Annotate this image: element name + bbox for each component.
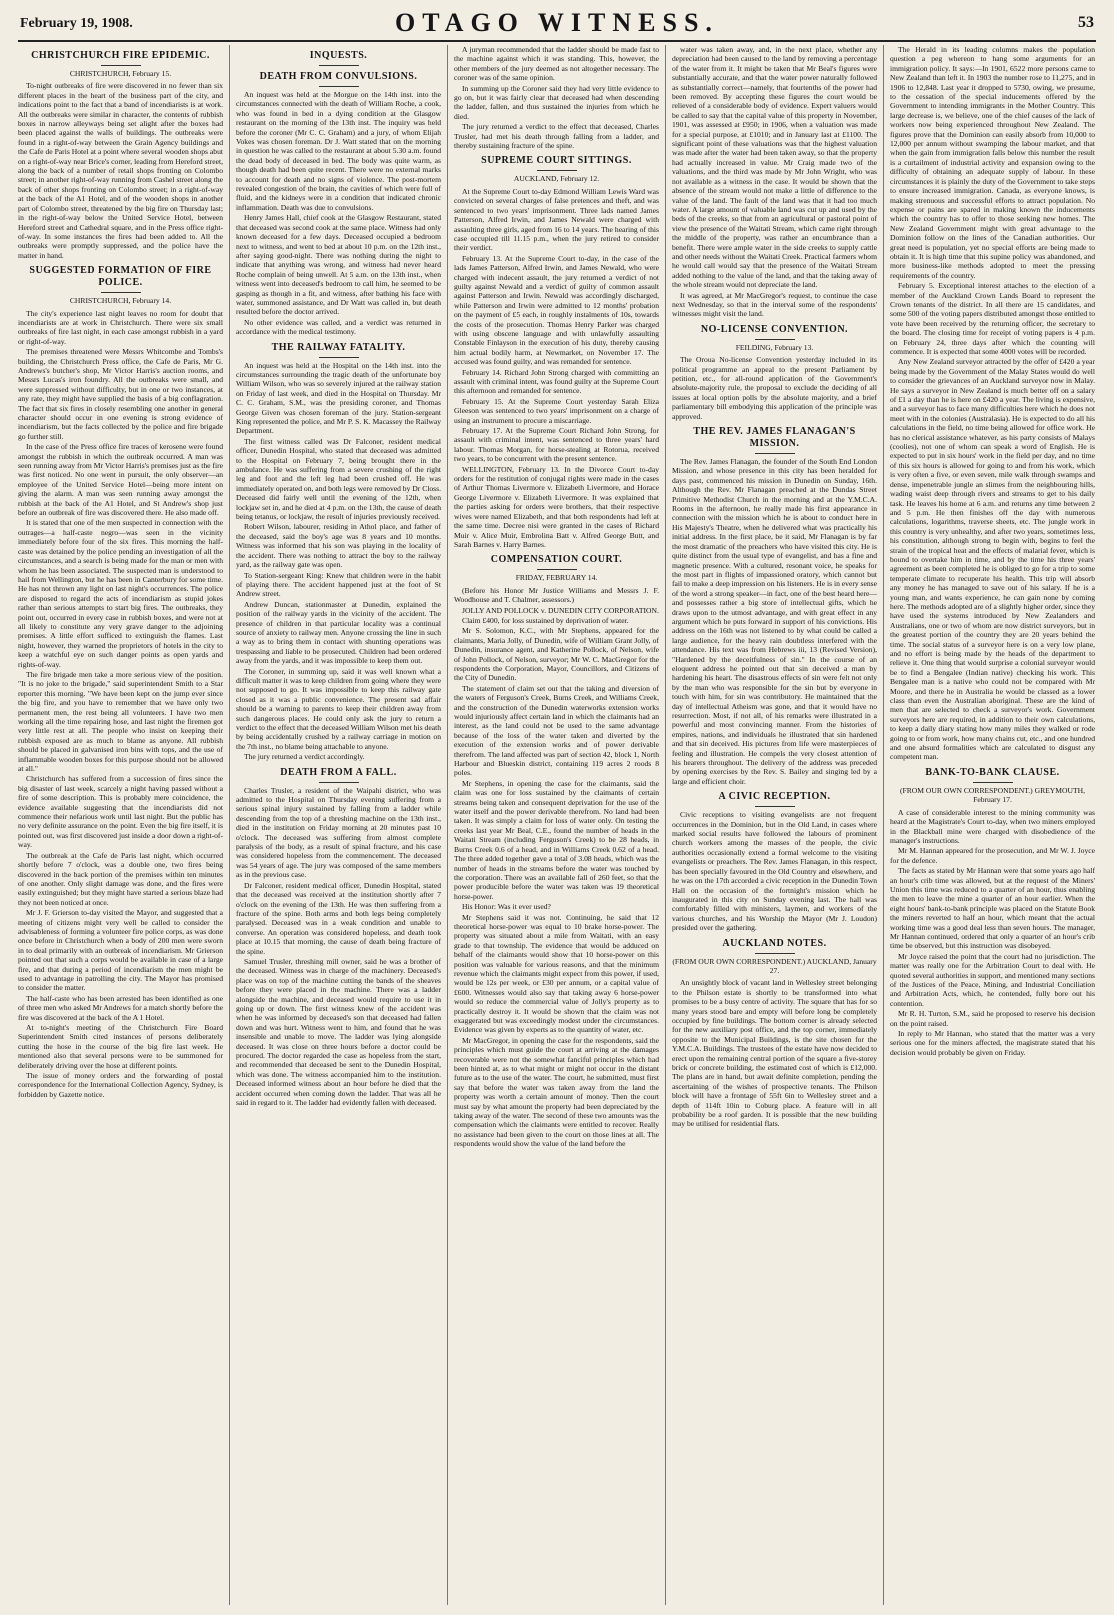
paragraph: The fire brigade men take a more serious view of the position. "It is no joke to the brigade," said superintendent Smith to a Star reporter this morning. "We have been kept on the jump ever since the big fire, and you have to remember that we have only two permanent men, the rest being all volunteers. I have two men working all the time repairing hose, and last night the firemen got very little rest at all. The people who insist on keeping their rubbish exposed are as much to blame as anyone. All rubbish should be placed in galvanised iron bins with tops, and the use of inflammable wooden boxes for this purpose should not be allowed at all." — [18, 669, 223, 774]
column-separator — [665, 45, 666, 1605]
article — [18, 265, 223, 1099]
issue-date: February 19, 1908. — [20, 16, 133, 31]
article — [890, 45, 1095, 762]
paragraph: Mr Stephens, in opening the case for the claimants, said the claim was one for loss sustained by the claimants of certain streams being taken and consequent deprivation for the use of the water itself and the power derivable therefrom. No land had been taken. It was simply a claim for loss of water only. On testing the creeks last year Mr Beal, C.E., found the number of heads in the Waitati Stream (including Ferguson's Creek) to be 28 heads, in Burns Creek 0.6 of a head, and in Williams Creek 0.62 of a head. The three added together gave a total of 3.08 heads, which was the number of heads in the streams before the water was touched by the corporation. There was an available fall of 260 feet, so that the power producible before the water was taken was 19 theoretical horse-power. — [454, 778, 659, 901]
paragraph: To-night outbreaks of fire were discovered in no fewer than six different places in the heart of the business part of the city, and indications point to the fact that a band of incendiarists is at work. All the outbreaks were similar in character, the contents of rubbish boxes in narrow alleyways being set alight after the boxes had been placed against the walls of buildings. The outbreaks were found in a right-of-way between the Grain Agency buildings and the Cafe de Paris Hotel at a point where several wooden shops abut on a right-of-way near Brice's corner, leading from Hereford street, along the back of a number of retail shops fronting on Colombo street; in another right-of-way running from Cashel street along the back of other shops fronting on Colombo street; in a right-of-way at the back of the A1 Hotel, and of the wooden shops in another part of Colombo street, threatened by the big fire on Thursday last; in the right-of-way below the United Service Hotel, between Hereford street and Cathedral square, and in the Press office right-of-way. In some instances the fires had been added to. All the outbreaks were promptly suppressed, and the police have the matter in hand. — [18, 81, 223, 260]
paragraph: Mr S. Solomon, K.C., with Mr Stephens, appeared for the claimants, Maria Jolly, of Dunedin, wife of William Grant Jolly, of Dunedin, insurance agent, and Katherine Pollock, of Nelson, wife of John Pollock, of Nelson, surveyor; Mr W. C. MacGregor for the respondents the Corporation, Mayor, Councillors, and Citizens of the City of Dunedin. — [454, 626, 659, 683]
headline-rule — [319, 357, 359, 358]
paragraph: In summing up the Coroner said they had very little evidence to go on, but it was fairly clear that deceased had when descending the ladder, fallen, and thus sustained the injuries from which he died. — [454, 83, 659, 121]
column-1 — [18, 45, 223, 1605]
headline-rule — [319, 782, 359, 783]
article — [672, 426, 877, 786]
article-headline: THE REV. JAMES FLANAGAN'S MISSION. — [693, 426, 856, 450]
article-headline: BANK-TO-BANK CLAUSE. — [925, 766, 1060, 778]
column-3 — [454, 45, 659, 1605]
masthead — [20, 8, 1094, 38]
article-headline: CHRISTCHURCH FIRE EPIDEMIC. — [31, 50, 210, 61]
paragraph: The city's experience last night leaves no room for doubt that incendiarists are at work in Christchurch. There were six small outbreaks of fire last night, in each case amongst rubbish in a yard or right-of-way. — [18, 308, 223, 346]
paragraph: Dr Falconer, resident medical officer, Dunedin Hospital, stated that the deceased was received at the institution shortly after 7 o'clock on the evening of the 13th. He was then suffering from a fracture of the spine. Both arms and both legs being completely paralysed. Deceased was in a weak condition and unable to converse. An operation was considered hopeless, and death took place at 10.15 that morning, the cause of death being fracture of the spine. — [236, 880, 441, 956]
article — [236, 342, 441, 762]
article-headline: DEATH FROM A FALL. — [280, 766, 397, 778]
article — [672, 324, 877, 421]
article-headline: DEATH FROM CONVULSIONS. — [259, 71, 418, 82]
article-headline: COMPENSATION COURT. — [490, 554, 623, 566]
paragraph: The outbreak at the Cafe de Paris last night, which occurred shortly before 7 o'clock, was a double one, two fires being discovered in the back portion of the premises within ten minutes of one another. Only slight damage was done, and the fires were easily extinguished; but they might have started a serious blaze had they not been noticed at once. — [18, 850, 223, 907]
paragraph: The Coroner, in summing up, said it was well known what a difficult matter it was to keep children from going where they were not supposed to go. It was impossible to keep this railway gate closed as it was a public convenience. The present sad affair should be a warning to parents to keep their children away from such dangerous places. He could only ask the jury to return a verdict to the effect that the deceased William Wilson met his death by being accidentally crushed by a railway carriage in motion on the 7th inst., no blame being attachable to anyone. — [236, 666, 441, 751]
paragraph: The statement of claim set out that the taking and diversion of the waters of Ferguson's Creek, Burns Creek, and Williams Creek, and the construction of the Dunedin waterworks extension works would injuriously affect certain land in which the claimants had an interest, as the land could not be used to the same advantage because of the loss of the water taken and diverted by the execution of the extension works and of power derivable therefrom. The land affected was part of section 42, block 1, North Harbour and Blueskin district, containing 119 acres 2 roods 8 poles. — [454, 683, 659, 778]
paragraph: The issue of money orders and the forwarding of postal correspondence for the International Collection Agency, Sydney, is forbidden by Gazette notice. — [18, 1071, 223, 1099]
paragraph: Samuel Trusler, threshing mill owner, said he was a brother of the deceased. Witness was in charge of the machinery. Deceased's place was on top of the machine cutting the bands of the sheaves before they were placed in the machine. There was a ladder alongside the machine, and deceased would require to use it in going up or down. The first witness knew of the accident was when he was informed by deceased's son that deceased had fallen down and was hurt. Witness went to him, and found that he was insensible and unable to move. The ladder was lying alongside deceased. It was close on three hours before a doctor could be procured. The doctor regarded the case as hopeless from the start, and recommended that deceased be sent to the Dunedin Hospital, which was done. The witness accompanied him to the institution. Deceased informed witness about an hour before he died that the accident occurred when coming down the ladder. That was all he said in regard to it. The ladder had evidently fallen with deceased. — [236, 956, 441, 1108]
headline-rule — [755, 953, 795, 954]
paragraph: Andrew Duncan, stationmaster at Dunedin, explained the position of the railway yards in the vicinity of the accident. The presence of children in that particular locality was a continual source of anxiety to railway men. Anyone crossing the line in such a way as to bring them in contact with shunting operations was trespassing and liable to be prosecuted. Children had been ordered away from the yards, and it was impossible to keep them out. — [236, 599, 441, 666]
paragraph: water was taken away, and, in the next place, whether any depreciation had been caused to the land by removing a percentage of the water from it. It might be taken that Mr Beal's figures were substantially accurate, and that the water power naturally followed as substantially correct—namely, that fourtenths of the power had been removed. By accepting these figures the court would be relieved of a considerable body of evidence. Expert valuers would be called to say that the capital value of this property in November, 1901, was assessed at £950; in 1906, when a valuation was made for a special purpose, at £1010; and in January last at £1100. The significant point of these valuations was that the highest valuation was made after the water had been taken away, so that the property had actually increased in value. Mr Craig made two of the valuations, and the third was made by Mr John Wright, who was not available as a witness in the case. It would be shown that the absence of the stream would not make a little of difference to the value of the land. The fault of the land was that it had too much water. A large amount of valuable land was cut up and used by the beds of the creeks, so that from an agricultural or pastoral point of view the presence of the Waitati Stream, which came right through the middle of the property, was rather an encumbrance than a benefit. There were ample water in the side creeks to supply cattle and other needs without the Waitati Creek. Practical farmers whom he would call would say that the presence of the Waitati Stream added nothing to the value of the land, and that the taking away of the whole stream would not depreciate the land. — [672, 45, 877, 290]
paragraph: The premises threatened were Messrs Whitcombe and Tombs's building, the Christchurch Press office, the Cafe de Paris, Mr G. Andrews's butcher's shop, Mr Victor Harris's auction rooms, and Messrs Lucas's iron foundry. All the outbreaks were small, and were suppressed without difficulty, but in one or two instances, at any rate, they might have supplied the basis of a big conflagration. The fact that six fires in closely resembling one another in general character should occur in one evening is strong evidence of incendiarism, but the facts collected by the police and fire brigade go further still. — [18, 347, 223, 441]
column-2 — [236, 45, 441, 1605]
paragraph: At the Supreme Court to-day Edmond William Lewis Ward was convicted on several charges of false pretences and theft, and was sentenced to two years' imprisonment. Three lads named James Patterson, Alfred Irwin, and James Newald were charged with assaulting three girls, aged from 16 to 14 years. The hearing of this case occupied till 11.15 p.m., when the jury retired to consider their verdict. — [454, 186, 659, 253]
paragraph: Claim £400, for loss sustained by deprivation of water. — [462, 615, 629, 625]
article — [672, 938, 877, 1129]
article — [454, 155, 659, 549]
paragraph: A case of considerable interest to the mining community was heard at the Magistrate's Court to-day, when two miners employed in the Blackball mine were charged with disobedience of the manager's instructions. — [890, 807, 1095, 845]
dateline: FEILDING, February 13. — [735, 342, 814, 352]
paragraph: The Rev. James Flanagan, the founder of the South End London Mission, and whose presence in this city has been heralded for days past, commenced his mission in Dunedin on Sunday, 16th. Although the Rev. Mr Flanagan preached at the Dundas Street Primitive Methodist Church in the morning and at the Y.M.C.A. Rooms in the afternoon, he really made his first appearance in connection with the mission which he is about to conduct here in His Majesty's Theatre, when he delivered what was practically his initial address. In the first place, be it said, Mr Flanagan is by far the most dramatic of the preachers who have visited this city. He is quite distinct from the usual type of evangelist, and has a fine and magnetic presence. With a cultured, resonant voice, he speaks for the most part in flights of impassioned oratory, which cannot but fail to make a deep impression on his listeners. He is in every sense of the word a strong speaker—in fact, one of the best heard here—and possesses rather a big store of intellectual gifts, which he draws upon to the utmost advantage, and with great effect in any argument which he puts forward in support of his convictions. His address on the 16th was not listened to by what could be called a large audience, for the heavy rain doubtless interfered with the attendance. His text was from Hebrews iii, 13 (Revised Version), "Hardened by the deceitfulness of sin." In the course of an eloquent address he pointed out that sin deceived a man by hardening his heart. The disastrous effects of sin were felt not only by the man who was responsible for the sin but by everyone in touch with him, for sin was contributory. He maintained that the day of intellectual Atheism was gone, and that it would have no resurrection. Most, if not all, of his remarks were illustrated in a powerful and most convincing manner. From the histories of empires, nations, and individuals he illustrated that sin hardened and that sin deceived. His pictures from life were masterpieces of feeling and illustration. He compels the very closest attention of his hearers throughout. The delivery of the address was preceded by opening exercises by the Rev. S. Bailey and singing led by a large and efficient choir. — [672, 457, 877, 786]
headline-rule — [101, 292, 141, 293]
column-separator — [883, 45, 884, 1605]
paragraph: In reply to Mr Hannan, who stated that the matter was a very serious one for the miners affected, the magistrate stated that his decision would probably be given on Friday. — [890, 1029, 1095, 1057]
paragraph: An inquest was held at the Hospital on the 14th inst. into the circumstances surrounding the tragic death of the unfortunate boy William Wilson, who was so severely injured at the railway station on Friday of last week, and died in the Hospital on Thursday. Mr C. C. Graham, S.M., was the presiding coroner, and Thomas George Given was chosen foreman of the jury. Station-sergeant King represented the police, and Mr P. S. K. Macassey the Railway Department. — [236, 360, 441, 436]
paragraph: February 14. Richard John Strong charged with committing an assault with criminal intent, was found guilty at the Supreme Court this afternoon and remanded for sentence. — [454, 367, 659, 396]
headline-rule — [755, 453, 795, 454]
paragraph: February 17. At the Supreme Court Richard John Strong, for assault with criminal intent, was sentenced to three years' hard labour. Thomas Morgan, for horse-stealing at Rotorua, received two years, to be concurrent with the present sentence. — [454, 426, 659, 464]
column-separator — [229, 45, 230, 1605]
paragraph: At to-night's meeting of the Christchurch Fire Board Superintendent Smith cited instances of persons deliberately cutting the hose in the course of the big fire last week. He mentioned also that several persons were to be summoned for deliberately driving over the hose at different points. — [18, 1023, 223, 1070]
dateline: (FROM OUR OWN CORRESPONDENT.) AUCKLAND, January 27. — [672, 956, 877, 975]
article — [18, 50, 223, 260]
paragraph: The Herald in its leading columns makes the population question a peg whereon to hang some arguments for an immigration policy. It says:—In 1901, 6522 more persons came to New Zealand than left it. In 1903 the number rose to 11,275, and in 1906 to 12,848. Last year it dropped to 5730, owing, we presume, to the cessation of the special inducements offered by the Government to intending immigrants in the Mother Country. This large decrease is, we believe, one of the chief causes of the lack of workers now being experienced throughout New Zealand. The figures prove that the Dominion can easily absorb from 10,000 to 12,000 per annum without swamping the labour market, and that when the gain from immigration falls below this number the result is a curtailment of industrial activity and expansion owing to the difficulty of obtaining an adequate supply of labour. In these circumstances it is plainly the duty of the Government to take steps to ensure increased immigration. Canada, as everyone knows, is making strenuous and successful efforts to attract population. No expense or pains are spared in making known the inducements which the country has to offer to those seeking new homes. The New Zealand Government might with great advantage to the Dominion follow on the lines of the Canadian authorities. Our great need is population, yet no special efforts are being made to obtain it. It is high time that this supine policy was abandoned, and more business-like methods adopted to meet the pressing requirements of the country. — [890, 45, 1095, 280]
headline-rule — [755, 339, 795, 340]
article — [236, 71, 441, 337]
paragraph: A juryman recommended that the ladder should be made fast to the machine against which it was standing. This, however, the other members of the jury deemed as not altogether necessary. The coroner was of the same opinion. — [454, 45, 659, 83]
column-4 — [672, 45, 877, 1605]
paragraph: To Station-sergeant King: Knew that children were in the habit of playing there. The accident happened just at the foot of St Andrew street. — [236, 570, 441, 599]
paragraph: February 15. At the Supreme Court yesterday Sarah Eliza Gleeson was sentenced to two years' imprisonment on a charge of using an instrument to procure a miscarriage. — [454, 396, 659, 425]
newspaper-title: OTAGO WITNESS. — [395, 8, 719, 37]
article — [454, 554, 659, 1148]
paragraph: Any New Zealand surveyor attracted by the offer of £420 a year being made by the Government of the Malay States would do well to consider the grievances of an Auckland surveyor now in Malay. He says a surveyor in New Zealand is much better off on a salary of £1 a day than he is here on £420 a year. The living is expensive, and a surveyor has to face many difficulties here which he does not meet with in the colonies (Australasia). He is expected to do all his calculations in the field, no time being allowed for office work. He has no clerical assistance whatever, as his party consists of Malays (coolies), not one of whom can speak a word of English. He is expected to put in six hours' work in the field per day, and no time of this six hours is allowed for going to and from his work, which is very often a five, or even seven, mile walk through swamps and dense, impenetrable jungle an slimes from the neighbouring hills, wading waist deep through rivers and streams to get to his daily task. He leaves his home at 6 a.m. and returns any time between 2 and 5 p.m. He then finishes off the day with numerous calculations, logarithms, traverse sheets, etc. The jungle work in this country is very unhealthy, and after two years, sometimes less, his constitution, although strong to begin with, begins to feel the strain of the tropical heat and the effects of malarial fever, which is bound to overtake him in time, and by the time his three years' agreement as been completed he is obliged to go for a trip to some temperate climate to recuperate his health. This trip will absorb any money he has managed to save out of his salary. If he is a young man, and wants experience, he can gain none by coming here. The methods adopted are of a slightly higher order, since they have used the systems introduced by New Zealanders and Australians, one or two of whom are now district surveyors, but in the greatest portion of the country they are 20 years behind the time. The social status of a surveyor here is on a very low plane, and no effort is being made by the heads of the department to relieve it. One thing that would surprise a colonial surveyor would be to find a Bengalee (Indian native) checking his work. This Bengalee man is a native who could not be compared with Mr Moore, and there he in Australia he would be classed as a lower class than even the Australian aboriginal. These are the kind of men that are selected to check a surveyor's work. Government surveyors here are required, in addition to their own calculations, to keep a daily diary stating how many miles they walked or rode going to or from work, how many chains cut, etc., and one hundred and one absurd formalities which are calculated to disgust any competent man. — [890, 357, 1095, 762]
dateline: (FROM OUR OWN CORRESPONDENT.) GREYMOUTH, February 17. — [899, 785, 1086, 805]
headline-rule — [319, 86, 359, 87]
dateline: FRIDAY, FEBRUARY 14. — [515, 573, 598, 583]
paragraph: Mr Stephens said it was not. Continuing, he said that 12 theoretical horse-power was equal to 10 brake horse-power. The property was situated about a mile from Waitati, with an easy grade to that township. The evidence that would be adduced on behalf of the claimants would show that 10 horse-power on this position was valuable for various reasons, and that the minimum revenue which the claimants might expect from this power, if used, would be 12s per week, or £30 per annum, or a capital value of £600. Witnesses would also say that taking away 6 horse-power would so reduce the commercial value of Jolly's property as to practically destroy it. It would be shown that the claim was not exaggerated but was exceedingly modest under the circumstances. Evidence was given by experts as to the quantity of water, etc. — [454, 912, 659, 1035]
paragraph: It was agreed, at Mr MacGregor's request, to continue the case next Wednesday, so that in the interval some of the respondents' witnesses might visit the land. — [672, 290, 877, 319]
headline-rule — [101, 65, 141, 66]
article — [236, 50, 441, 66]
headline-rule — [973, 782, 1013, 783]
paragraph: Mr MacGregor, in opening the case for the respondents, said the principles which must guide the court at arriving at the damages recoverable were not the somewhat fanciful principles which had been hinted at, as to what might or might not occur in the distant future as to the use of the water. The court, he submitted, must first say that before the water was taken away from the land the property was worth a certain amount of money. Then the court must say by what amount the property had been depreciated by the taking away of the water. The second of these two amounts was the compensation which the claimants were entitled to recover. Really no assistance had been given to the court on those lines at all. The respondents would show the value of the land before the — [454, 1035, 659, 1149]
paragraph: WELLINGTON, February 13. In the Divorce Court to-day orders for the restitution of conjugal rights were made in the cases of Arthur Thomas Livermore v. Elizabeth Livermore, and Horace George Livermore v. Elizabeth Livermore. It was explained that the parties asking for orders were brothers, that their respective wives were named Elizabeth, and that both respondents had left at the same time. Decree nisi were granted in the cases of Richard Muir v. Alice Muir, Embrolina Batt v. Alfred George Butt, and Sarah Barnes v. Harry Barnes. — [454, 464, 659, 549]
article-headline: NO-LICENSE CONVENTION. — [700, 323, 849, 335]
headline-rule — [537, 170, 577, 171]
paragraph: Mr R. H. Turton, S.M., said he proposed to reserve his decision on the point raised. — [890, 1009, 1095, 1028]
paragraph: In the case of the Press office fire traces of kerosene were found amongst the rubbish in which the outbreak occurred. A man was seen running away from Mr Victor Harris's premises just as the fire was first noticed. No one went in pursuit, the only observer—an employee of the United Service Hotel—being more intent on giving the alarm. A man was seen running away amongst the rubbish at the back of the A1 Hotel, and St Andrew's shop just before an outbreak of fire was discovered there. He also made off. — [18, 442, 223, 518]
paragraph: Civic receptions to visiting evangelists are not frequent occurrences in the Dominion, but in the Old Land, in cases where marked social results have followed the labours of prominent church workers among the masses of the people, the civic authorities occasionally extend a formal welcome to the visiting evangelists or preachers. The Rev. James Flanagan, in this respect, has been specially favoured in the Old Country and elsewhere, and he was on the 17th accorded a civic reception in the Dunedin Town Hall on the occasion of the fortnight's mission which he inaugurated in this city on Sunday evening last. The hall was comfortably filled with ministers, laymen, and workers of the various churches, and his Worship the Mayor (Mr J. Loudon) presided over the gathering. — [672, 810, 877, 933]
dateline: CHRISTCHURCH, February 15. — [69, 69, 172, 78]
column-5 — [890, 45, 1095, 1605]
paragraph: Charles Trusler, a resident of the Waipahi district, who was admitted to the Hospital on Thursday evening suffering from a serious spinal injury sustained by falling from a ladder while descending from the top of a threshing machine on the 13th inst., died in the institution on Friday morning at 20 minutes past 10 o'clock. The deceased was suffering from almost complete paralysis of the body, as a result of spinal fracture, and his case was considered hopeless from the commencement. The deceased was 54 years of age. The jury was composed of the same members as in the previous case. — [236, 785, 441, 880]
paragraph: An unsightly block of vacant land in Wellesley street belonging to the Philson estate is shortly to be transformed into what promises to be a busy centre of activity. The square that has for so many years stood bare and empty will before long be completely occupied by fine buildings. The bottom corner is already selected for the new auxiliary post office, and the top corner, immediately opposite to the Municipal Buildings, is the site chosen for the Y.M.C.A. Buildings. The trustees of the estate have now decided to erect upon the remaining central portion of the square a five-storey brick or concrete building, the estimated cost of which is £12,000. The plans are in hand, but await definite completion, pending the ascertaining of the wishes of prospective tenants. The Philson block will have a frontage of 55ft 6in to Wellesley street and a depth of 114ft 10in to Coburg place. A feature will in all probability be a roof garden. It is possible that the new building may be utilised for residential flats. — [672, 978, 877, 1129]
article — [672, 791, 877, 932]
paragraph: Mr M. Hannan appeared for the prosecution, and Mr W. J. Joyce for the defence. — [890, 846, 1095, 865]
paragraph: His Honor: Was it ever used? — [462, 902, 551, 912]
paragraph: It is stated that one of the men suspected in connection with the outrages—a half-caste negro—was seen in the vicinity immediately before four of the six fires. This morning the half-caste was detained by the police pending an investigation of all the circumstances, and a search is being made for the man or men with whom he has been associated. The suspected man is understood to hail from Wellington, but he has been in Canterbury for some time. He has not thrown any light on last night's occurrences. The police are disposed to regard the acts of incendiarism as stupid jokes rather than serious attempts to start big fires. The outbreaks, they point out, occurred in every case in rubbish boxes, and were not at all likely to constitute any very grave danger to the adjoining premises. A little effort sufficed to extinguish the flames. Last night, however, they warned the proprietors of hotels in the city to keep a watchful eye on such danger points as open yards and rights-of-way. — [18, 518, 223, 669]
dateline: AUCKLAND, February 12. — [513, 174, 600, 184]
article — [672, 45, 877, 319]
paragraph: Christchurch has suffered from a succession of fires since the big disaster of last week, scarcely a night having passed without a fire of some description. This is probably mere coincidence, the evidence available suggesting that the incendiarists did not commence their nefarious work until last night. But the public has no very definite assurance on the point. Even the big fire itself, it is pointed out, was first discovered just inside a door down a right-of-way. — [18, 774, 223, 850]
paragraph: February 13. At the Supreme Court to-day, in the case of the lads James Patterson, Alfred Irwin, and James Newald, who were charged with indecent assault, the jury returned a verdict of not guilty against Newald and a verdict of guilty of common assault against Patterson and Irwin. Newald was accordingly discharged, while Patterson and Irwin were admitted to 12 months' probation on the payment of £5 each, in roughly instalments of 10s, towards the costs of the prosecution. Thomas Henry Parker was charged with using obscene language and with unlawfully assaulting Constable Finlayson in the execution of his duty, thereby causing him actual bodily harm, at Newmarket, on November 17. The accused was found guilty, and was remanded for sentence. — [454, 253, 659, 367]
article-headline: SUPREME COURT SITTINGS. — [481, 155, 632, 167]
paragraph: The jury returned a verdict accordingly. — [244, 752, 365, 762]
paragraph: The Oroua No-license Convention yesterday included in its political programme an appeal to the present Parliament by petition, etc., for all-round application of the Government's absolute-majority rule, the proposal to exclude the deciding of all issues at local option polls by the absolute majority, and a brief parliamentary bill embodying this application of the principle was approved. — [672, 355, 877, 421]
paragraph: The first witness called was Dr Falconer, resident medical officer, Dunedin Hospital, who stated that deceased was admitted to the Hospital on February 7, being brought there in the ambulance. He was suffering from a severe crushing of the right leg and foot and the left leg had been crushed off. He was immediately operated on, and both legs were removed by Dr Closs. Deceased did fairly well until the evening of the 12th, when lockjaw set in, and he died at 4 p.m. on the 13th, the cause of death being tetanus, or lockjaw, the result of injuries previously received. — [236, 436, 441, 522]
paragraph: Mr J. F. Grierson to-day visited the Mayor, and suggested that a meeting of citizens might very well be called to consider the advisableness of forming a volunteer fire police corps, as was done once before in Christchurch when a body of 200 men were sworn in to deal primarily with an outbreak of incendiarism. Mr Grierson pointed out that such a corps would be available in case of a large fire, and that during a period of incendiarism the men might be used to advantage in patrolling the city. The Mayor has promised to consider the matter. — [18, 908, 223, 993]
article-headline: SUGGESTED FORMATION OF FIRE POLICE. — [29, 265, 212, 289]
paragraph: Robert Wilson, labourer, residing in Athol place, and father of the deceased, said the boy's age was 8 years and 10 months. Witness was informed that his son was playing in the locality of the accident. There was nothing to attract the boy to the railway yard, as the railway gate was open. — [236, 522, 441, 570]
article-headline: THE RAILWAY FATALITY. — [271, 341, 406, 353]
paragraph: Henry James Hall, chief cook at the Glasgow Restaurant, stated that deceased was second cook at the same place. Witness had only known deceased for a few days. Deceased occupied a bedroom next to witness, and went to bed at about 10 p.m. on the 12th inst., after saying good-night. There was nothing during the night to indicate that anything was wrong, and witness had never heard Roche complain of being unwell. At 5 a.m. on the 13th inst., when witness went into deceased's bedroom to call him, he seemed to be gasping as though in a fit, and witness, after bathing his face with water, summoned assistance, and Dr Watt was called in, but death resulted before the doctor arrived. — [236, 213, 441, 317]
masthead-rule — [18, 40, 1096, 42]
dateline: CHRISTCHURCH, February 14. — [69, 296, 172, 306]
paragraph: JOLLY AND POLLOCK v. DUNEDIN CITY CORPORATION. — [462, 605, 659, 615]
article — [454, 45, 659, 150]
article-headline: AUCKLAND NOTES. — [722, 937, 827, 949]
paragraph: The facts as stated by Mr Hannan were that some years ago half an hour's crib time was allowed, but at the request of the Miners' Union this time was reduced to a quarter of an hour, thus enabling the men to leave the mine a quarter of an hour earlier. When the eight hours' bank-to-bank principle was placed on the Statute Book the miners reverted to half an hour, which meant that the actual working time was a good deal less than seven hours. The manager, Mr Hannan continued, ordered that only a quarter of an hour's crib time be observed, but this instruction was disobeyed. — [890, 866, 1095, 951]
column-separator — [447, 45, 448, 1605]
paragraph: The half-caste who has been arrested has been identified as one of three men who asked Mr Andrews for a match shortly before the fire was discovered at the back of the A 1 Hotel. — [18, 993, 223, 1022]
article — [236, 767, 441, 1108]
paragraph: (Before his Honor Mr Justice Williams and Messrs J. F. Woodhouse and T. Chalmer, assessors.) — [454, 585, 659, 605]
paragraph: February 5. Exceptional interest attaches to the election of a member of the Auckland Crown Lands Board to represent the Crown tenants of the district. In all there are 15 candidates, and some 500 of the voting papers distributed amongst those entitled to vote have been received by the returning officer, the secretary to the board. The closing time for receipt of voting papers is 4 p.m. on February 24, three days after which the counting will commence. It is expected that some 4000 votes will be recorded. — [890, 281, 1095, 356]
paragraph: The jury returned a verdict to the effect that deceased, Charles Trusler, had met his death through falling from a ladder, and thereby sustaining fracture of the spine. — [454, 122, 659, 151]
article-headline: A CIVIC RECEPTION. — [718, 791, 831, 803]
headline-rule — [537, 569, 577, 570]
columns-area — [18, 45, 1096, 1605]
page-number: 53 — [1078, 14, 1094, 31]
headline-rule — [319, 65, 359, 66]
article — [890, 767, 1095, 1057]
paragraph: Mr Joyce raised the point that the court had no jurisdiction. The matter was really one for the Arbitration Court to deal with. He quoted several authorities in support, and mentioned many sections of the Justices of the Peace, Mining, and Industrial Conciliation and Arbitration Acts, which, he contended, fully bore out his contention. — [890, 951, 1095, 1008]
headline-rule — [755, 806, 795, 807]
paragraph: An inquest was held at the Morgue on the 14th inst. into the circumstances connected with the death of William Roche, a cook, who was found in bed in a dying condition at the Glasgow restaurant on the morning of the 13th inst. The inquiry was held before the coroner (Mr C. C. Graham) and a jury, of whom Elijah Vokes was chosen foreman. Dr J. Watt stated that on the morning in question he was called to the restaurant at about 5.30 a.m. found the dead body of deceased in bed. The body was quite warm, as though death had been quite recent. There were no external marks to account for death and no signs of violence. The post-mortem revealed congestion of the brain, the cavities of which were full of fluid, and the kidneys were in a condition that indicated chronic inflammation. Death was due to convulsions. — [236, 90, 441, 212]
paragraph: No other evidence was called, and a verdict was returned in accordance with the medical testimony. — [236, 317, 441, 337]
article-headline: INQUESTS. — [309, 50, 368, 61]
